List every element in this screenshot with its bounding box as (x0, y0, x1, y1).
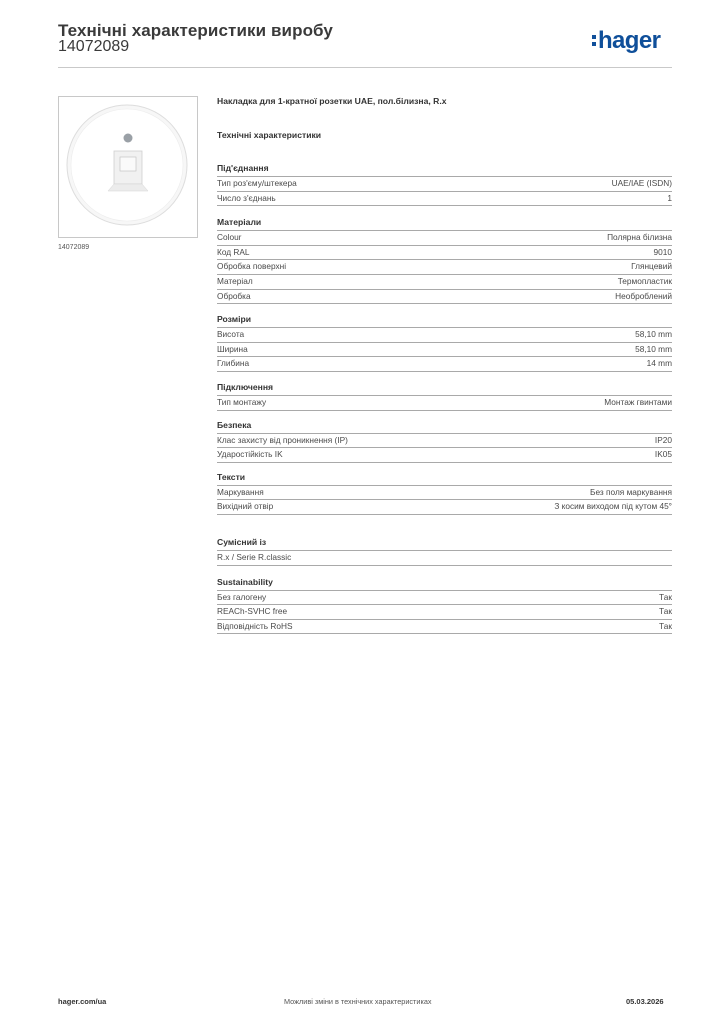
spec-value: Без поля маркування (590, 486, 672, 497)
spec-value: Полярна білизна (607, 232, 672, 243)
spec-heading: Технічні характеристики (217, 130, 322, 140)
section-title: Sustainability (217, 577, 672, 591)
spec-row (217, 620, 672, 635)
spec-section (217, 537, 672, 566)
spec-value: IK05 (654, 449, 672, 460)
footer-note: Можливі зміни в технічних характеристиках (284, 997, 432, 1006)
spec-value: 14 mm (646, 358, 672, 369)
socket-cover-icon (59, 97, 197, 237)
spec-row (217, 434, 672, 449)
spec-value: Монтаж гвинтами (604, 396, 672, 407)
spec-value: IP20 (654, 434, 672, 445)
spec-value: Глянцевий (631, 261, 672, 272)
section-title: Підключення (217, 382, 672, 396)
spec-section (217, 314, 672, 372)
spec-row (217, 290, 672, 305)
hager-logo (592, 27, 660, 55)
product-image-caption: 14072089 (58, 244, 90, 251)
spec-section (217, 577, 672, 635)
spec-value: З косим виходом під кутом 45° (554, 501, 672, 512)
spec-sections (217, 163, 672, 634)
spec-value: 58,10 mm (635, 343, 672, 354)
section-title: Безпека (217, 420, 672, 434)
spec-row (217, 260, 672, 275)
spec-label: Ширина (217, 343, 248, 354)
footer-date: 05.03.2026 (626, 997, 664, 1006)
section-title: Матеріали (217, 217, 672, 231)
spec-row (217, 591, 672, 606)
spec-row (217, 246, 672, 261)
spec-section (217, 420, 672, 463)
spec-row (217, 448, 672, 463)
spec-label: Число з'єднань (217, 192, 276, 203)
spec-row (217, 231, 672, 246)
spec-row (217, 192, 672, 207)
footer-website: hager.com/ua (58, 997, 107, 1006)
spec-label: Матеріал (217, 275, 253, 286)
spec-row (217, 343, 672, 358)
spec-label: Без галогену (217, 591, 267, 602)
spec-label: Обробка поверхні (217, 261, 287, 272)
spec-label: Глибина (217, 358, 250, 369)
spec-row (217, 605, 672, 620)
spec-row (217, 551, 672, 566)
spec-row (217, 275, 672, 290)
page-title: Технічні характеристики виробу (58, 21, 333, 40)
product-code-heading: 14072089 (58, 38, 130, 55)
spec-label: Висота (217, 329, 245, 340)
spec-label: Тип роз'єму/штекера (217, 178, 297, 188)
spec-section (217, 163, 672, 206)
spec-label: Код RAL (217, 246, 250, 257)
spec-value: Необроблений (615, 290, 672, 301)
spec-label: Відповідність RoHS (217, 620, 293, 631)
product-name: Накладка для 1-кратної розетки UAE, пол.білизна, R.x (217, 96, 447, 106)
spec-label: Маркування (217, 486, 264, 497)
section-title: Під'єднання (217, 163, 672, 177)
spec-value: 1 (667, 192, 672, 203)
section-title: Сумісний із (217, 537, 672, 551)
spec-row (217, 177, 672, 192)
spec-label: REACh-SVHC free (217, 606, 288, 617)
spec-value: Так (659, 591, 672, 602)
spec-section (217, 217, 672, 304)
header-divider (58, 67, 672, 68)
spec-section (217, 472, 672, 515)
spec-row (217, 500, 672, 515)
spec-label: Тип монтажу (217, 396, 267, 407)
spec-section (217, 382, 672, 411)
spec-label: Colour (217, 232, 242, 243)
product-image (58, 96, 198, 238)
spec-row (217, 486, 672, 501)
spec-value: Термопластик (617, 275, 672, 286)
spec-value: UAE/IAE (ISDN) (611, 178, 672, 188)
spec-label: Вихідний отвір (217, 501, 274, 512)
spec-row (217, 396, 672, 411)
spec-value: 9010 (653, 246, 672, 257)
spec-value: 58,10 mm (635, 329, 672, 340)
section-title: Тексти (217, 472, 672, 486)
logo-dots-icon (592, 32, 597, 47)
spec-label: Клас захисту від проникнення (IP) (217, 434, 348, 445)
spec-row (217, 357, 672, 372)
spec-label: Ударостійкість IK (217, 449, 283, 460)
spec-label: R.x / Serie R.classic (217, 551, 292, 562)
spec-value: Так (659, 606, 672, 617)
logo-text: hager (598, 27, 661, 54)
spec-label: Обробка (217, 290, 251, 301)
spec-row (217, 328, 672, 343)
spec-value: Так (659, 620, 672, 631)
spec-content (217, 96, 672, 634)
section-title: Розміри (217, 314, 672, 328)
